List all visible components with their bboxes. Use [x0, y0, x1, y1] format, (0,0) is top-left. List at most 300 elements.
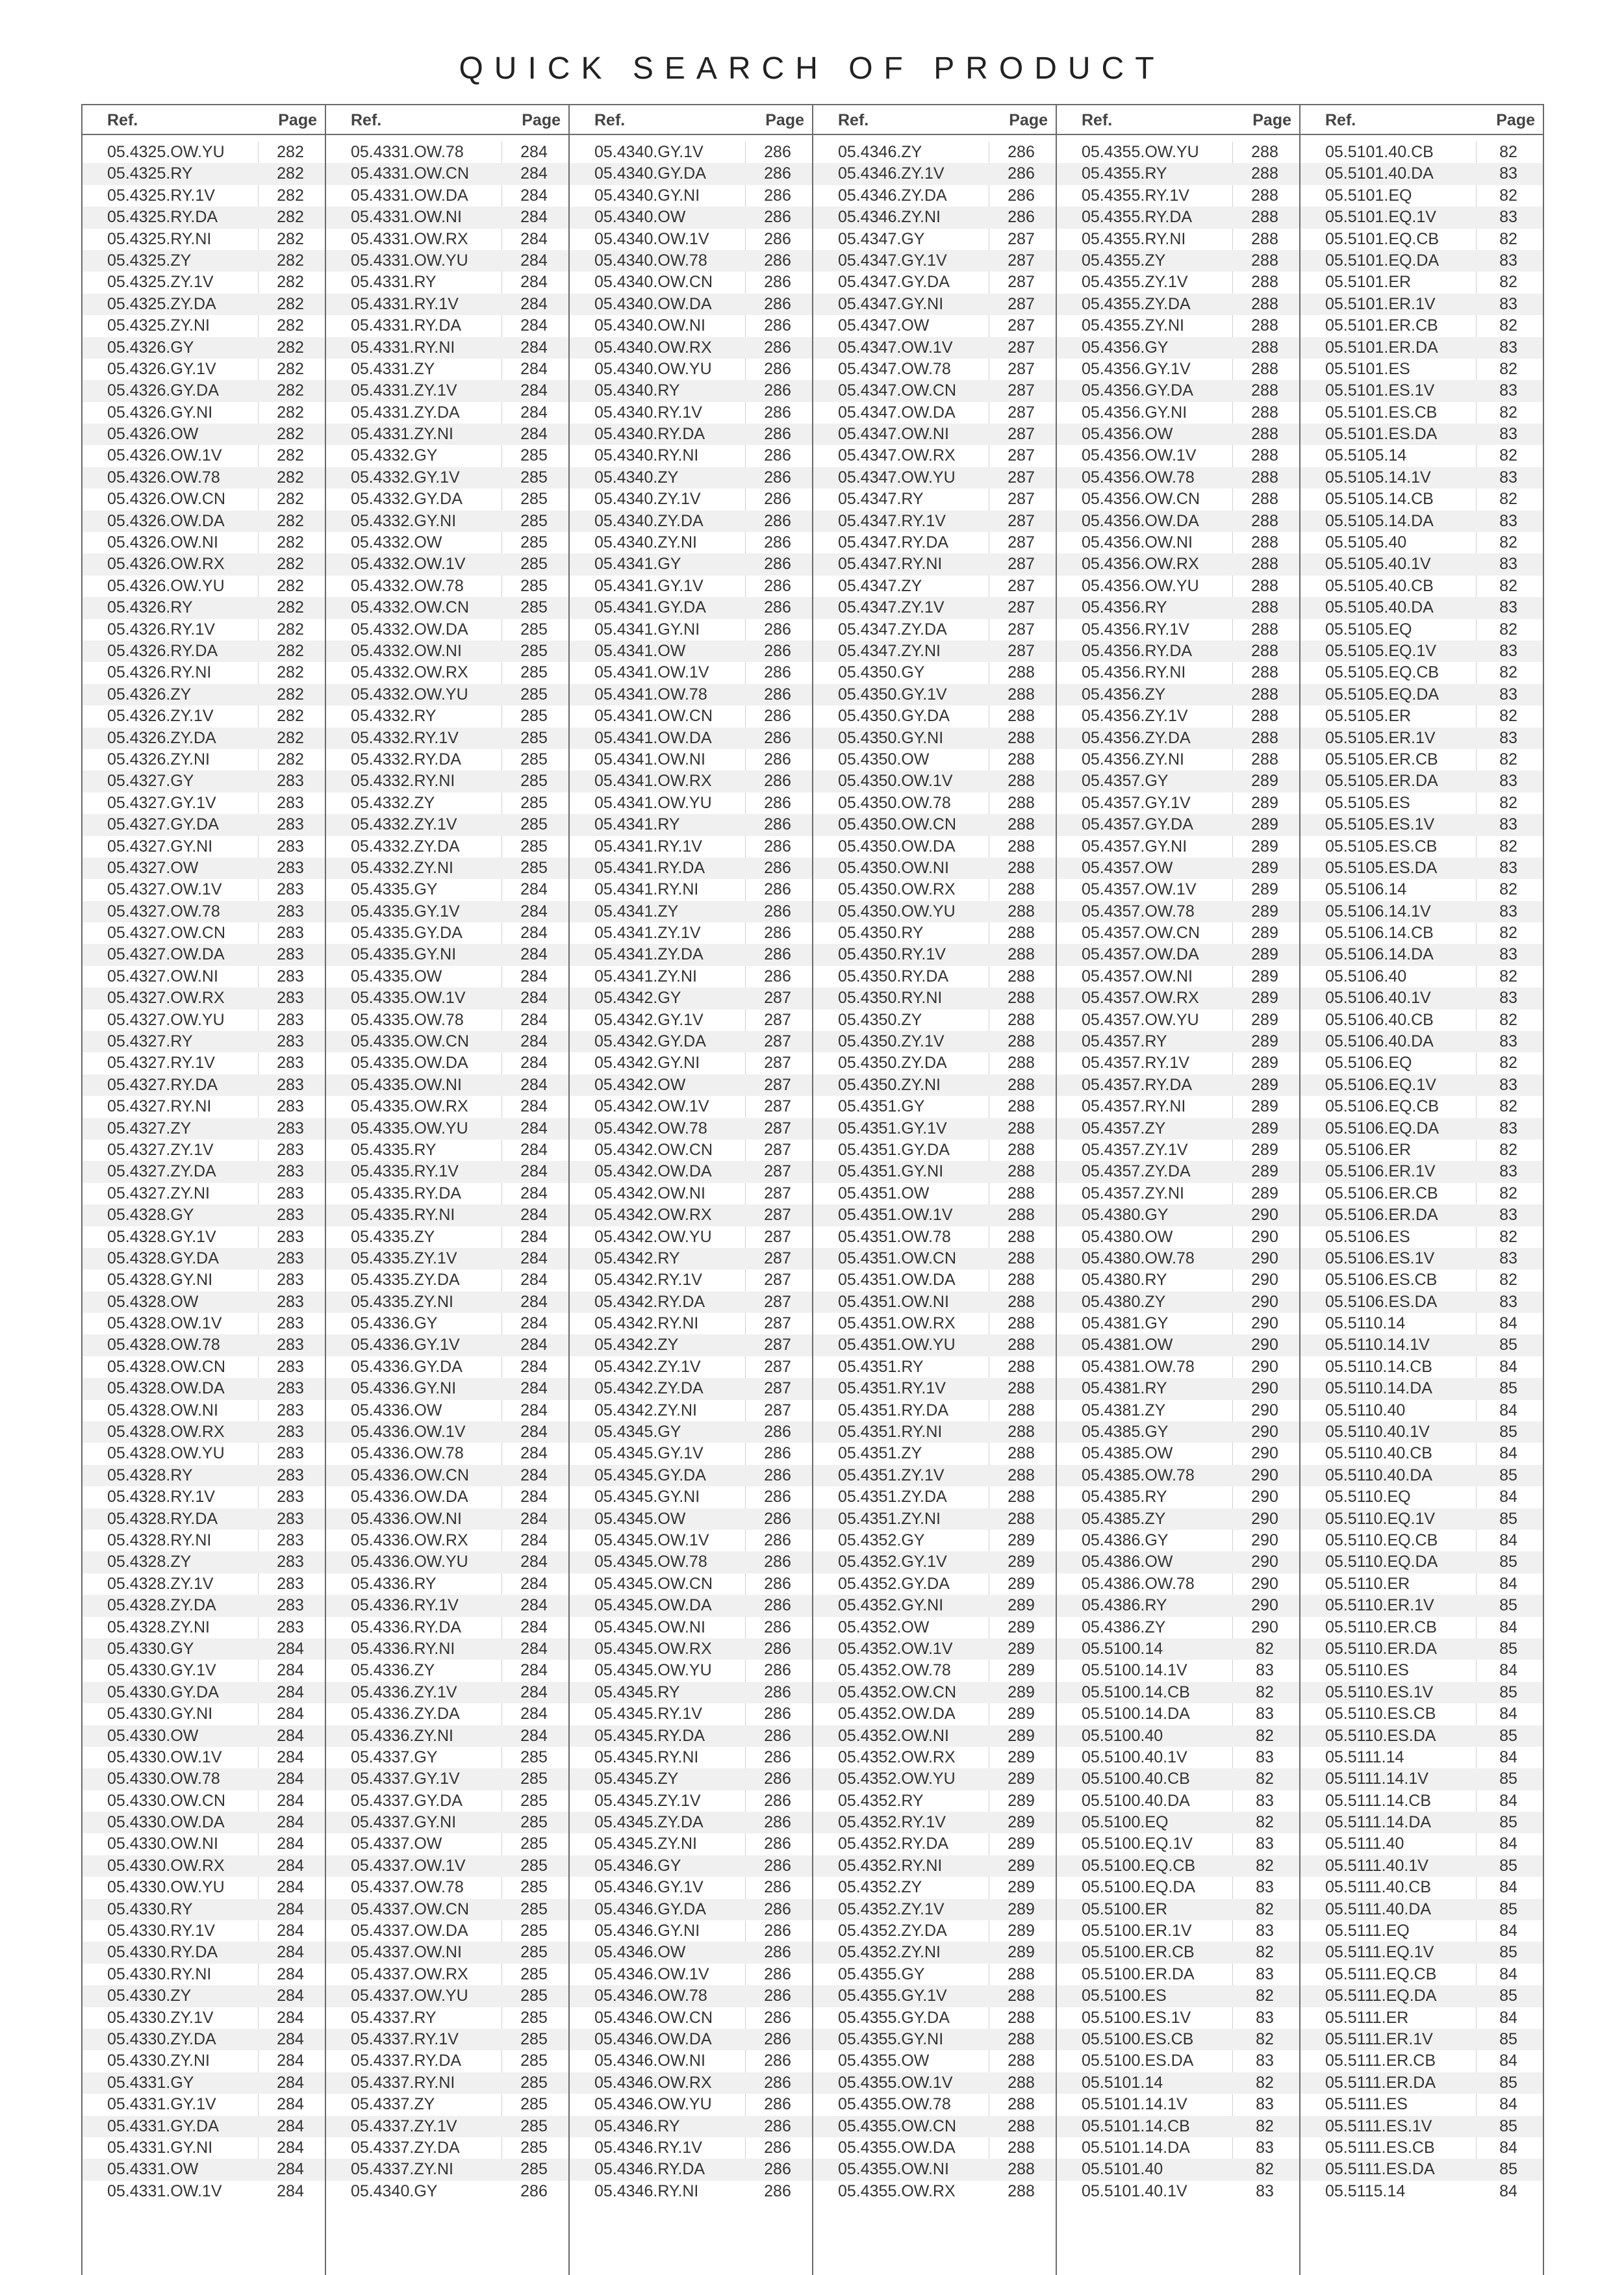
table-row [82, 1660, 325, 1681]
ref-code: 05.4350.ZY [838, 1010, 922, 1029]
table-row [1300, 1660, 1543, 1681]
page-number: 288 [1251, 685, 1278, 704]
ref-code: 05.4355.OW.CN [838, 2116, 957, 2135]
page-number: 85 [1499, 1379, 1517, 1398]
table-row [1057, 684, 1299, 705]
ref-header: Ref. [351, 111, 382, 129]
table-row [570, 1269, 812, 1291]
table-row [1057, 1638, 1299, 1660]
table-row [326, 1942, 568, 1963]
page-number: 286 [764, 793, 791, 812]
page-number: 83 [1499, 685, 1517, 704]
page-number: 289 [1251, 815, 1278, 834]
table-row [1057, 1313, 1299, 1334]
ref-code: 05.4345.RY.1V [594, 1705, 702, 1723]
table-row [82, 814, 325, 835]
table-row [570, 1899, 812, 1920]
ref-code: 05.4328.OW.CN [107, 1357, 226, 1376]
ref-code: 05.5105.14 [1325, 446, 1407, 465]
page-number: 287 [1008, 641, 1035, 660]
page-number: 288 [1008, 1357, 1035, 1376]
page-number: 284 [520, 989, 548, 1008]
table-row [570, 1617, 812, 1638]
table-row [1057, 1465, 1299, 1486]
page-number: 82 [1499, 273, 1517, 292]
ref-code: 05.4330.OW.1V [107, 1748, 222, 1766]
table-row [813, 1183, 1056, 1204]
table-row [1057, 1703, 1299, 1725]
table-row [1057, 315, 1299, 337]
ref-code: 05.4341.OW.NI [594, 750, 705, 769]
page-number: 82 [1499, 490, 1517, 509]
table-row [326, 315, 568, 337]
ref-code: 05.4346.RY.NI [594, 2181, 699, 2200]
page-number: 285 [520, 2073, 548, 2092]
page-number: 286 [764, 208, 791, 227]
table-row [326, 662, 568, 683]
table-row [1057, 489, 1299, 510]
ref-code: 05.4327.OW.YU [107, 1010, 225, 1029]
ref-code: 05.5106.ES.DA [1325, 1292, 1438, 1311]
ref-code: 05.5105.EQ.1V [1325, 641, 1436, 660]
table-row [570, 2072, 812, 2094]
ref-code: 05.5106.EQ.CB [1325, 1097, 1440, 1116]
ref-code: 05.5100.ES.DA [1082, 2052, 1194, 2070]
table-row [1057, 294, 1299, 315]
table-row [326, 1465, 568, 1486]
page-number: 82 [1256, 2116, 1274, 2135]
ref-code: 05.5115.14 [1325, 2181, 1406, 2200]
table-row [1057, 1747, 1299, 1768]
ref-code: 05.4340.RY [594, 381, 680, 400]
table-row [813, 597, 1056, 618]
table-row [570, 836, 812, 858]
ref-code: 05.4351.GY.NI [838, 1162, 944, 1181]
page-number: 282 [277, 208, 304, 227]
page-number: 82 [1256, 1813, 1274, 1832]
page-number: 284 [277, 2073, 304, 2092]
ref-code: 05.5100.14.DA [1082, 1705, 1190, 1723]
ref-code: 05.5105.EQ [1325, 620, 1412, 639]
table-row [1300, 2007, 1543, 2029]
page-number: 284 [277, 1964, 304, 1983]
page-number: 85 [1499, 1639, 1517, 1658]
table-row [1300, 1421, 1543, 1443]
page-number: 83 [1499, 989, 1517, 1008]
ref-code: 05.5105.ER.CB [1325, 750, 1438, 769]
page-number: 83 [1256, 1748, 1274, 1766]
ref-code: 05.4335.GY.NI [351, 945, 457, 964]
page-number: 283 [277, 924, 304, 943]
page-number: 84 [1499, 1835, 1517, 1853]
page-number: 284 [520, 359, 548, 378]
ref-code: 05.4357.OW.YU [1082, 1010, 1199, 1029]
table-row [1057, 185, 1299, 207]
ref-code: 05.4335.GY.DA [351, 924, 463, 943]
table-row [570, 1855, 812, 1877]
ref-code: 05.4350.ZY.DA [838, 1054, 947, 1073]
table-row [1057, 1443, 1299, 1464]
table-row [1057, 467, 1299, 489]
ref-header: Ref. [1082, 111, 1113, 129]
page-number: 287 [1008, 273, 1035, 292]
table-row [1057, 1942, 1299, 1963]
ref-code: 05.4351.RY.DA [838, 1401, 949, 1419]
page-number: 286 [764, 2181, 791, 2200]
page-number: 288 [1251, 750, 1278, 769]
table-row [1300, 1291, 1543, 1313]
table-row [82, 1356, 325, 1378]
page-number: 284 [520, 1423, 548, 1442]
table-row [1300, 2159, 1543, 2180]
table-row [82, 1269, 325, 1291]
page-number: 286 [764, 1705, 791, 1723]
table-row [813, 728, 1056, 749]
ref-code: 05.4356.GY.DA [1082, 381, 1193, 400]
table-row [326, 1204, 568, 1226]
table-row [570, 814, 812, 835]
ref-code: 05.4326.OW.CN [107, 490, 226, 509]
ref-code: 05.4340.ZY.1V [594, 490, 701, 509]
ref-code: 05.5106.14 [1325, 880, 1407, 899]
table-row [1057, 2050, 1299, 2072]
ref-code: 05.4336.GY.1V [351, 1336, 460, 1354]
page-number: 82 [1256, 2029, 1274, 2048]
table-row [82, 1899, 325, 1920]
page-number: 283 [277, 1184, 304, 1202]
page-number: 82 [1499, 1097, 1517, 1116]
ref-code: 05.4341.RY.NI [594, 880, 699, 899]
ref-code: 05.4356.GY [1082, 338, 1169, 357]
ref-code: 05.5106.EQ.1V [1325, 1075, 1436, 1094]
ref-code: 05.4355.RY [1082, 164, 1167, 183]
table-row [1057, 1964, 1299, 1985]
table-row [82, 1682, 325, 1703]
ref-code: 05.4326.OW.78 [107, 468, 220, 487]
page-number: 287 [764, 1032, 791, 1051]
page-number: 284 [520, 229, 548, 248]
table-row [326, 1334, 568, 1356]
page-number: 288 [1251, 707, 1278, 726]
page-number: 284 [277, 2052, 304, 2070]
page-number: 85 [1499, 1900, 1517, 1918]
table-row [82, 1551, 325, 1573]
page-number: 285 [520, 2116, 548, 2135]
ref-code: 05.4335.ZY.1V [351, 1249, 457, 1267]
table-row [570, 749, 812, 770]
ref-code: 05.4327.RY.NI [107, 1097, 212, 1116]
ref-code: 05.5110.14.CB [1325, 1357, 1432, 1376]
table-row [1300, 901, 1543, 922]
page-number: 284 [520, 1075, 548, 1094]
page-number: 288 [1008, 1987, 1035, 2005]
page-number: 286 [764, 576, 791, 595]
table-row [1300, 402, 1543, 424]
table-row [82, 1248, 325, 1269]
ref-code: 05.5105.14.CB [1325, 490, 1434, 509]
ref-code: 05.4342.OW.RX [594, 1206, 712, 1225]
page-number: 286 [764, 1639, 791, 1658]
page-number: 284 [520, 251, 548, 270]
ref-code: 05.5105.ER [1325, 707, 1412, 726]
page-number: 282 [277, 707, 304, 726]
page-number: 283 [277, 1097, 304, 1116]
table-row [82, 532, 325, 553]
page-number: 83 [1499, 208, 1517, 227]
table-row [1300, 163, 1543, 184]
table-row [813, 424, 1056, 445]
ref-code: 05.5100.40.1V [1082, 1748, 1187, 1766]
table-row [82, 2116, 325, 2137]
ref-code: 05.4355.OW.NI [838, 2160, 949, 2179]
ref-code: 05.5106.14.1V [1325, 902, 1431, 921]
table-row [82, 987, 325, 1009]
ref-code: 05.5105.40.CB [1325, 576, 1434, 595]
ref-code: 05.4351.RY.1V [838, 1379, 946, 1398]
page-number: 85 [1499, 1466, 1517, 1484]
page-number: 284 [277, 1770, 304, 1788]
page-number: 283 [277, 1488, 304, 1506]
table-row [1300, 2050, 1543, 2072]
table-row [1300, 272, 1543, 293]
page-number: 82 [1499, 1054, 1517, 1073]
page-number: 84 [1499, 1488, 1517, 1506]
ref-code: 05.4337.OW.78 [351, 1878, 464, 1897]
table-row [813, 1465, 1056, 1486]
table-row [82, 1790, 325, 1812]
ref-code: 05.4350.OW.DA [838, 837, 956, 856]
ref-code: 05.4356.RY.1V [1082, 620, 1189, 639]
table-row [1057, 402, 1299, 424]
ref-code: 05.4352.OW.CN [838, 1683, 957, 1701]
table-row [1057, 2116, 1299, 2137]
ref-code: 05.5111.ES.DA [1325, 2160, 1435, 2179]
page-number: 287 [1008, 381, 1035, 400]
ref-code: 05.5101.40.CB [1325, 143, 1434, 161]
ref-code: 05.4341.GY.1V [594, 576, 704, 595]
table-row [813, 1942, 1056, 1963]
ref-code: 05.4325.ZY.NI [107, 316, 210, 335]
table-row [326, 1161, 568, 1182]
page-number: 287 [764, 1249, 791, 1267]
page-number: 288 [1251, 229, 1278, 248]
page-number: 290 [1251, 1357, 1278, 1376]
page-number: 282 [277, 555, 304, 574]
page-number: 82 [1499, 316, 1517, 335]
page-number: 288 [1251, 316, 1278, 335]
page-number: 286 [764, 359, 791, 378]
table-row [570, 597, 812, 618]
page-header: Page [765, 111, 804, 129]
table-row [1300, 359, 1543, 380]
ref-code: 05.4351.OW.NI [838, 1292, 949, 1311]
ref-code: 05.4331.OW.RX [351, 229, 468, 248]
page-number: 83 [1256, 2095, 1274, 2114]
page-number: 83 [1256, 2008, 1274, 2027]
table-row [82, 2181, 325, 2202]
ref-code: 05.4355.OW [838, 2052, 930, 2070]
page-number: 83 [1499, 858, 1517, 877]
ref-code: 05.4331.ZY [351, 359, 435, 378]
ref-code: 05.5111.ER.DA [1325, 2073, 1436, 2092]
ref-code: 05.4352.RY.DA [838, 1835, 949, 1853]
ref-code: 05.4380.OW.78 [1082, 1249, 1195, 1267]
ref-code: 05.4327.GY.1V [107, 793, 216, 812]
page-number: 288 [1008, 2181, 1035, 2200]
page-number: 82 [1499, 1227, 1517, 1246]
ref-code: 05.4335.RY.DA [351, 1184, 462, 1202]
page-number: 286 [764, 1661, 791, 1680]
table-row [1300, 1508, 1543, 1530]
page-number: 288 [1008, 2138, 1035, 2157]
table-row [82, 966, 325, 987]
ref-code: 05.4342.OW.DA [594, 1162, 712, 1181]
table-row [82, 163, 325, 184]
page-number: 285 [520, 663, 548, 682]
page-number: 288 [1008, 1140, 1035, 1159]
ref-code: 05.4386.ZY [1082, 1618, 1166, 1636]
table-row [813, 987, 1056, 1009]
table-row [82, 2050, 325, 2072]
table-row [82, 901, 325, 922]
ref-code: 05.4350.OW.1V [838, 772, 953, 791]
ref-code: 05.4340.OW.78 [594, 251, 707, 270]
ref-code: 05.4352.OW [838, 1618, 930, 1636]
table-row [570, 1725, 812, 1747]
ref-code: 05.4350.GY.DA [838, 707, 950, 726]
ref-code: 05.4356.ZY [1082, 685, 1166, 704]
page-number: 288 [1008, 1336, 1035, 1354]
page-number: 288 [1251, 143, 1278, 161]
page-number: 284 [520, 1292, 548, 1311]
ref-code: 05.5100.40.CB [1082, 1770, 1190, 1788]
ref-code: 05.4357.ZY.NI [1082, 1184, 1184, 1202]
page-number: 282 [277, 728, 304, 747]
ref-code: 05.4328.ZY.DA [107, 1596, 216, 1615]
page-number: 84 [1499, 1574, 1517, 1593]
page-number: 82 [1499, 186, 1517, 205]
ref-code: 05.4357.GY.1V [1082, 793, 1191, 812]
table-row [326, 1291, 568, 1313]
page-number: 284 [520, 403, 548, 422]
table-row [813, 1530, 1056, 1551]
table-row [570, 1291, 812, 1313]
ref-code: 05.4357.OW.NI [1082, 967, 1193, 985]
ref-code: 05.4385.GY [1082, 1423, 1169, 1442]
table-row [326, 1790, 568, 1812]
table-row [326, 1226, 568, 1248]
table-row [1057, 532, 1299, 553]
table-row [1057, 1031, 1299, 1052]
page-number: 289 [1251, 1162, 1278, 1181]
ref-code: 05.4331.ZY.DA [351, 403, 460, 422]
table-row [326, 1096, 568, 1117]
table-row [1300, 1638, 1543, 1660]
table-row [813, 380, 1056, 401]
ref-code: 05.4337.GY.1V [351, 1770, 460, 1788]
table-row [1057, 1682, 1299, 1703]
page-header: Page [1009, 111, 1048, 129]
ref-code: 05.4327.GY.DA [107, 815, 219, 834]
table-row [1057, 597, 1299, 618]
page-number: 287 [1008, 425, 1035, 444]
table-row [326, 1118, 568, 1139]
table-row [1057, 445, 1299, 466]
table-row [570, 1486, 812, 1508]
table-row [570, 1313, 812, 1334]
table-row [813, 2094, 1056, 2115]
page-number: 288 [1251, 186, 1278, 205]
table-row [1057, 814, 1299, 835]
table-row [82, 424, 325, 445]
page-number: 84 [1499, 1314, 1517, 1333]
page-number: 282 [277, 403, 304, 422]
table-row [82, 1161, 325, 1182]
table-row [1300, 770, 1543, 792]
ref-code: 05.5105.14.1V [1325, 468, 1431, 487]
table-row [570, 1139, 812, 1161]
page-number: 82 [1256, 2160, 1274, 2179]
page-number: 286 [764, 1509, 791, 1528]
table-row [1300, 1465, 1543, 1486]
ref-code: 05.4350.RY.NI [838, 989, 943, 1008]
page-number: 284 [277, 2116, 304, 2135]
ref-code: 05.4381.RY [1082, 1379, 1167, 1398]
table-row [1300, 1682, 1543, 1703]
table-row [570, 2007, 812, 2029]
page-number: 288 [1251, 208, 1278, 227]
ref-code: 05.5100.ER.1V [1082, 1922, 1192, 1940]
page-number: 84 [1499, 1878, 1517, 1897]
table-row [813, 922, 1056, 944]
ref-code: 05.5101.40.DA [1325, 164, 1434, 183]
page-number: 289 [1008, 1639, 1035, 1658]
ref-code: 05.4345.ZY [594, 1770, 679, 1788]
ref-code: 05.5111.ES.1V [1325, 2116, 1432, 2135]
page-number: 83 [1256, 2138, 1274, 2157]
page-number: 288 [1008, 1314, 1035, 1333]
table-row [1057, 1899, 1299, 1920]
page-number: 288 [1008, 663, 1035, 682]
page-number: 286 [764, 1726, 791, 1745]
table-row [570, 1747, 812, 1768]
table-row [326, 2094, 568, 2115]
page-number: 282 [277, 143, 304, 161]
table-row [1057, 922, 1299, 944]
ref-code: 05.5106.40.CB [1325, 1010, 1434, 1029]
ref-code: 05.4332.OW [351, 533, 442, 552]
table-row [82, 1812, 325, 1833]
ref-code: 05.5111.40.CB [1325, 1878, 1432, 1897]
ref-code: 05.4357.GY.NI [1082, 837, 1187, 856]
table-row [570, 1118, 812, 1139]
ref-code: 05.4336.ZY.DA [351, 1705, 460, 1723]
page-number: 287 [764, 1336, 791, 1354]
ref-code: 05.5100.14.1V [1082, 1661, 1187, 1680]
table-row [813, 814, 1056, 835]
table-row [570, 294, 812, 315]
ref-code: 05.4336.RY.DA [351, 1618, 462, 1636]
table-row [570, 1530, 812, 1551]
table-row [1057, 2137, 1299, 2159]
table-row [326, 185, 568, 207]
page-number: 288 [1008, 967, 1035, 985]
table-row [82, 597, 325, 618]
ref-code: 05.4341.ZY.DA [594, 945, 704, 964]
ref-code: 05.4332.RY.1V [351, 728, 459, 747]
page-number: 286 [764, 902, 791, 921]
table-row [1300, 532, 1543, 553]
